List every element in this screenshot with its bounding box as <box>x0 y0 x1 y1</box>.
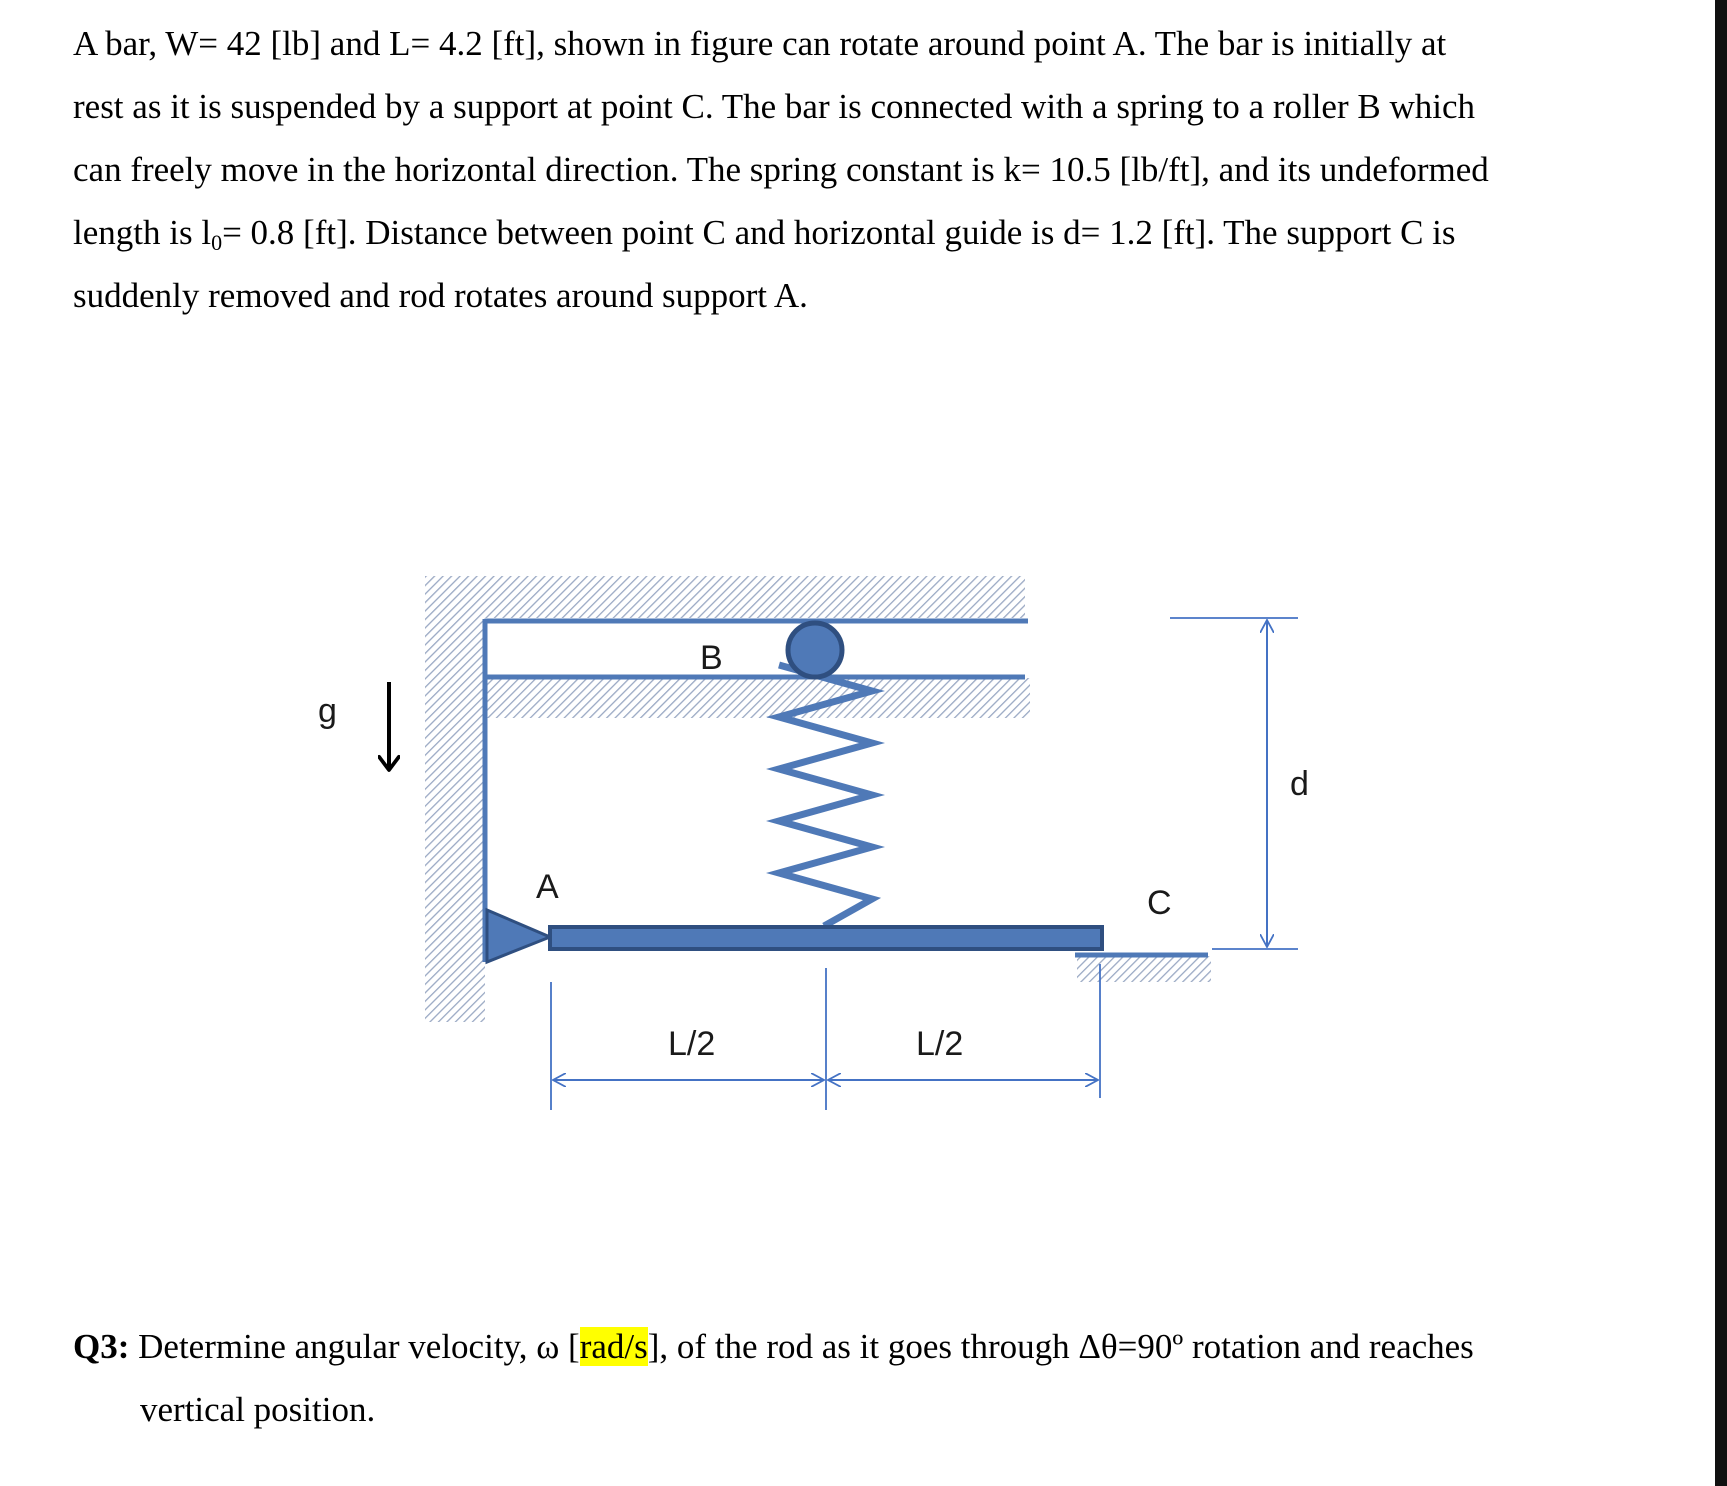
wall-hatch <box>425 618 485 1022</box>
support-c-hatch <box>1077 956 1211 982</box>
guide-hatch <box>485 678 1030 718</box>
question-label: Q3: <box>73 1327 130 1366</box>
window-edge <box>1715 0 1727 1486</box>
problem-line-5: suddenly removed and rod rotates around support A. <box>73 276 808 315</box>
problem-line-4-end: = 0.8 [ft]. Distance between point C and horizontal guide is d= 1.2 [ft]. The support C is <box>222 213 1456 252</box>
roller-b <box>788 623 842 677</box>
question-line-2: vertical position. <box>140 1390 376 1429</box>
ceiling-hatch <box>425 576 1025 618</box>
question-text-end: ], of the rod as it goes through Δθ=90º rotation and reaches <box>647 1327 1474 1366</box>
subscript-zero: 0 <box>211 230 223 255</box>
bar <box>550 927 1102 949</box>
question-text-start: Determine angular velocity, ω [ <box>138 1327 580 1366</box>
highlighted-unit: rad/s <box>579 1327 648 1366</box>
label-g: g <box>318 692 337 730</box>
label-half-1: L/2 <box>668 1025 716 1063</box>
label-c: C <box>1147 884 1172 922</box>
label-a: A <box>536 868 559 906</box>
problem-line-2: rest as it is suspended by a support at point C. The bar is connected with a spring to a roller B which <box>73 87 1475 126</box>
problem-line-4-start: length is l <box>73 213 212 252</box>
question-line-1 <box>73 1315 1693 1378</box>
label-half-2: L/2 <box>916 1025 964 1063</box>
problem-line-3: can freely move in the horizontal direction. The spring constant is k= 10.5 [lb/ft], and its undeformed <box>73 150 1489 189</box>
label-d: d <box>1290 765 1309 803</box>
problem-line-1: A bar, W= 42 [lb] and L= 4.2 [ft], shown in figure can rotate around point A. The bar is initially at <box>73 24 1447 63</box>
pin-support-a <box>487 910 550 962</box>
question-block <box>73 1315 1693 1441</box>
label-b: B <box>700 639 723 677</box>
